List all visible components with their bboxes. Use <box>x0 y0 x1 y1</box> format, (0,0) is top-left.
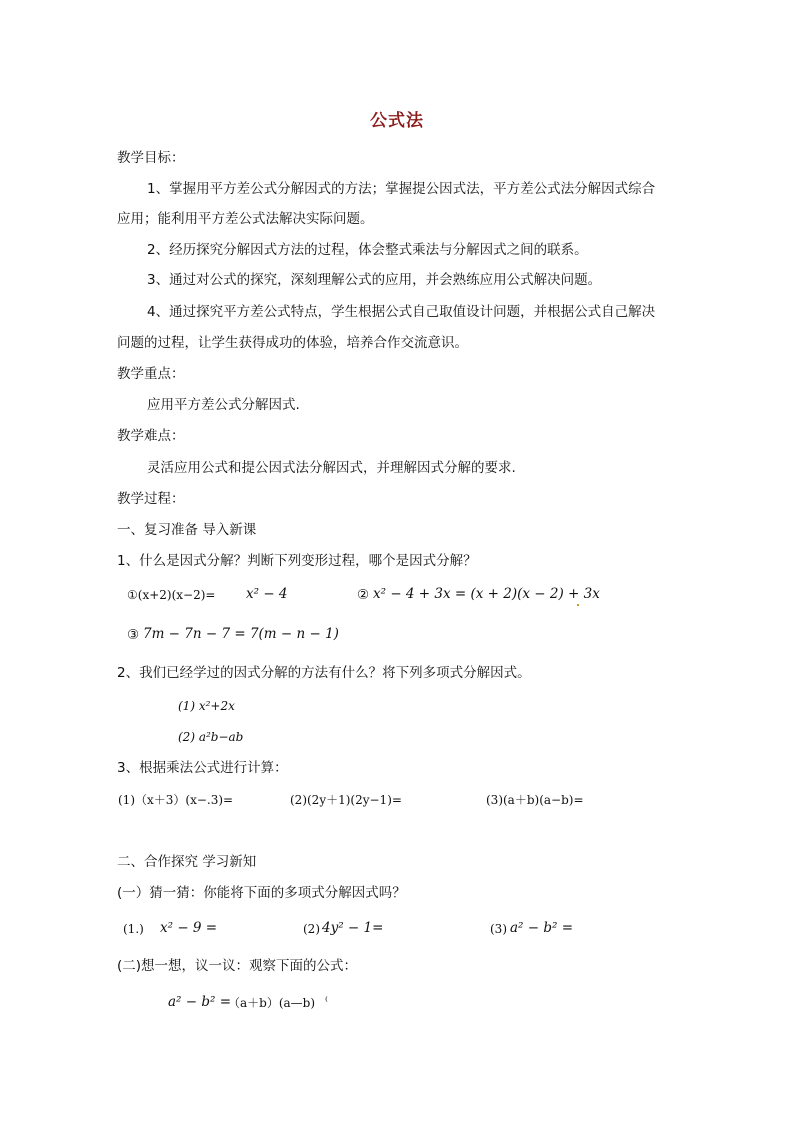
decorative-dot <box>577 604 579 606</box>
formula-end-mark: ⁽ <box>325 994 328 1008</box>
q1-option-c-expression: 7m − 7n − 7 = 7(m − n − 1) <box>143 626 339 642</box>
section-1-heading: 一、复习准备 导入新课 <box>117 522 257 538</box>
q2-item-1: (1) x²+2x <box>178 699 235 713</box>
think-prompt: (二)想一想，议一议：观察下面的公式： <box>117 958 358 974</box>
formula-lhs: a² − b² = <box>168 994 232 1010</box>
section-2-heading: 二、合作探究 学习新知 <box>117 854 257 870</box>
guess-item-1-expression: x² − 9 = <box>160 920 218 936</box>
q1-option-b-label: ② <box>357 587 370 603</box>
objective-3: 3、通过对公式的探究，深刻理解公式的应用，并会熟练应用公式解决问题。 <box>147 272 602 288</box>
page-title: 公式法 <box>370 111 424 131</box>
objective-1-line-1: 1、掌握用平方差公式分解因式的方法；掌握提公因式法，平方差公式法分解因式综合 <box>147 181 656 197</box>
question-2: 2、我们已经学过的因式分解的方法有什么？将下列多项式分解因式。 <box>117 665 531 681</box>
objective-1-line-2: 应用；能利用平方差公式法解决实际问题。 <box>117 211 374 227</box>
objectives-heading: 教学目标： <box>117 150 185 166</box>
q3-item-2: (2)(2y＋1)(2y−1)= <box>290 793 402 807</box>
difficulties-text: 灵活应用公式和提公因式法分解因式，并理解因式分解的要求. <box>147 460 516 476</box>
q1-option-c-label: ③ <box>127 627 140 643</box>
question-1: 1、什么是因式分解？判断下列变形过程，哪个是因式分解？ <box>117 553 477 569</box>
q2-item-2: (2) a²b−ab <box>178 730 244 744</box>
guess-item-2-expression: 4y² − 1= <box>322 920 384 936</box>
q1-option-a-expression: x² − 4 <box>246 586 288 602</box>
key-points-heading: 教学重点： <box>117 366 185 382</box>
objective-4-line-2: 问题的过程，让学生获得成功的体验，培养合作交流意识。 <box>117 335 468 351</box>
guess-item-3-expression: a² − b² = <box>510 920 574 936</box>
objective-2: 2、经历探究分解因式方法的过程，体会整式乘法与分解因式之间的联系。 <box>147 242 588 258</box>
guess-item-2-label: (2) <box>303 922 320 936</box>
guess-item-1-label: (1.) <box>123 922 144 936</box>
q1-option-a-label: ①(x+2)(x−2)= <box>127 588 216 602</box>
guess-item-3-label: (3) <box>490 922 507 936</box>
formula-rhs: （a＋b）(a—b) <box>228 996 316 1010</box>
q3-item-1: (1)（x＋3）(x−.3)= <box>118 793 234 807</box>
q1-option-b-expression: x² − 4 + 3x = (x + 2)(x − 2) + 3x <box>373 586 600 602</box>
process-heading: 教学过程： <box>117 491 185 507</box>
objective-4-line-1: 4、通过探究平方差公式特点，学生根据公式自己取值设计问题，并根据公式自己解决 <box>147 304 656 320</box>
difficulties-heading: 教学难点： <box>117 428 185 444</box>
question-3: 3、根据乘法公式进行计算： <box>117 760 288 776</box>
guess-prompt: (一）猜一猜：你能将下面的多项式分解因式吗？ <box>117 885 406 901</box>
q3-item-3: (3)(a＋b)(a−b)= <box>486 793 584 807</box>
key-points-text: 应用平方差公式分解因式. <box>147 397 300 413</box>
